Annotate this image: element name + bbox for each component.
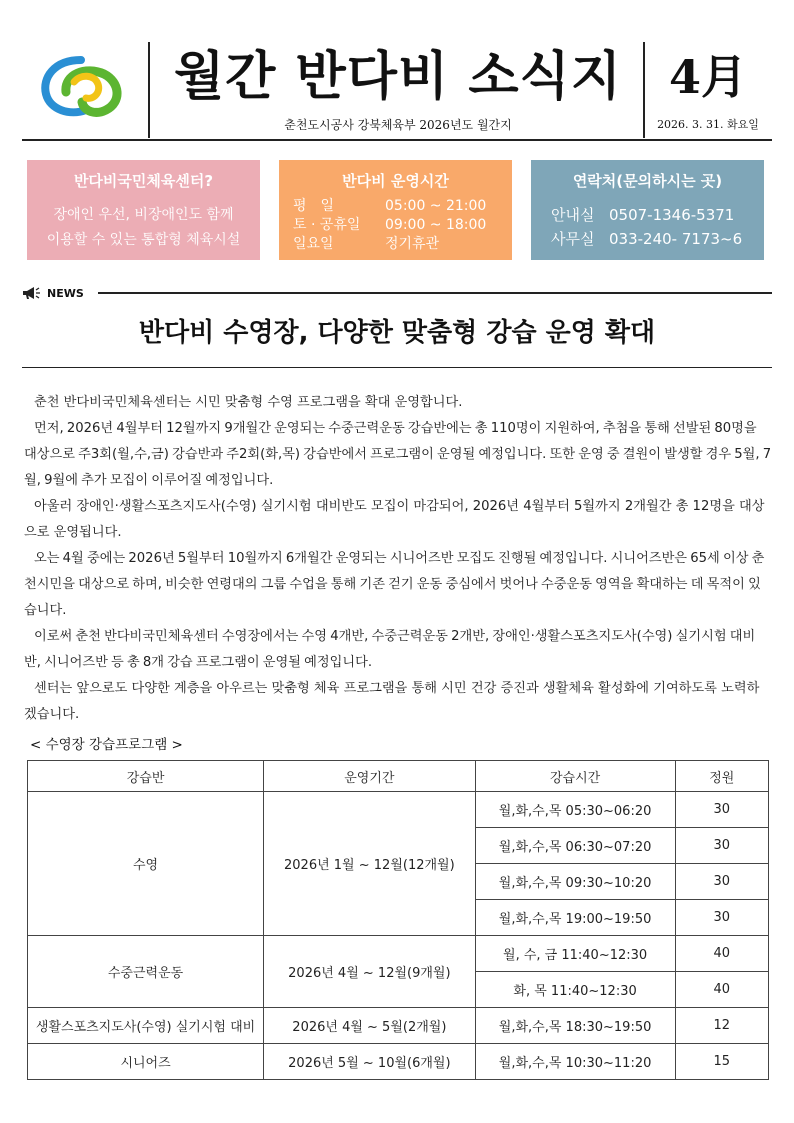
center-info-title: 반다비국민체육센터? bbox=[73, 172, 214, 190]
table-row bbox=[28, 1008, 769, 1044]
issue-month: 4月 bbox=[668, 50, 747, 104]
capacity-cell: 12 bbox=[675, 1008, 768, 1044]
contact-info-box bbox=[531, 160, 764, 260]
table-row bbox=[28, 1044, 769, 1080]
table-row bbox=[28, 792, 769, 828]
contact-phone: 0507-1346-5371 bbox=[609, 206, 735, 224]
hours-label: 평 일 bbox=[293, 198, 335, 214]
class-name-cell: 시니어즈 bbox=[28, 1044, 264, 1080]
hours-value: 정기휴관 bbox=[385, 236, 440, 252]
contact-row bbox=[551, 204, 734, 225]
class-name-cell: 수중근력운동 bbox=[28, 936, 264, 1008]
news-rule bbox=[98, 292, 772, 294]
newsletter-subtitle: 춘천도시공사 강북체육부 2026년도 월간지 bbox=[284, 118, 512, 132]
capacity-cell: 30 bbox=[675, 792, 768, 828]
center-info-line: 장애인 우선, 비장애인도 함께 bbox=[53, 207, 234, 223]
center-info-box bbox=[27, 160, 260, 260]
issue-date: 2026. 3. 31. 화요일 bbox=[657, 118, 759, 131]
news-label: NEWS bbox=[47, 287, 84, 300]
time-cell: 월,화,수,목 09:30~10:20 bbox=[475, 864, 675, 900]
time-cell: 월,화,수,목 10:30~11:20 bbox=[475, 1044, 675, 1080]
period-cell: 2026년 1월 ~ 12월(12개월) bbox=[264, 792, 475, 936]
article-paragraph: 아울러 장애인·생활스포츠지도사(수영) 실기시험 대비반도 모집이 마감되어, 2026년 4월부터 5월까지 2개월간 총 12명을 대상으로 운영됩니다. bbox=[24, 499, 765, 540]
period-cell: 2026년 5월 ~ 10월(6개월) bbox=[264, 1044, 475, 1080]
contact-label: 안내실 bbox=[551, 206, 595, 224]
contact-phone: 033-240- 7173~6 bbox=[609, 230, 743, 248]
hours-value: 09:00 ~ 18:00 bbox=[385, 217, 487, 233]
masthead-divider-right bbox=[643, 42, 645, 138]
center-info-line: 이용할 수 있는 통합형 체육시설 bbox=[46, 232, 241, 248]
table-row bbox=[28, 936, 769, 972]
class-name-cell: 수영 bbox=[28, 792, 264, 936]
news-headline: 반다비 수영장, 다양한 맞춤형 강습 운영 확대 bbox=[138, 318, 656, 348]
newsletter-title: 월간 반다비 소식지 bbox=[173, 47, 623, 107]
period-cell: 2026년 4월 ~ 5월(2개월) bbox=[264, 1008, 475, 1044]
hours-info-box bbox=[279, 160, 512, 260]
capacity-cell: 30 bbox=[675, 900, 768, 936]
hours-row bbox=[293, 233, 439, 253]
megaphone-icon bbox=[22, 286, 42, 300]
article-paragraph: 춘천 반다비국민체육센터는 시민 맞춤형 수영 프로그램을 확대 운영합니다. bbox=[34, 395, 463, 410]
table-caption: < 수영장 강습프로그램 > bbox=[30, 737, 183, 753]
period-cell: 2026년 4월 ~ 12월(9개월) bbox=[264, 936, 475, 1008]
capacity-cell: 30 bbox=[675, 828, 768, 864]
time-cell: 월,화,수,목 05:30~06:20 bbox=[475, 792, 675, 828]
masthead-rule bbox=[22, 139, 772, 141]
class-name-cell: 생활스포츠지도사(수영) 실기시험 대비 bbox=[28, 1008, 264, 1044]
capacity-cell: 30 bbox=[675, 864, 768, 900]
contact-info-title: 연락처(문의하시는 곳) bbox=[572, 172, 723, 190]
capacity-cell: 40 bbox=[675, 972, 768, 1008]
column-header: 운영기간 bbox=[264, 761, 475, 792]
masthead-divider-left bbox=[148, 42, 150, 138]
time-cell: 화, 목 11:40~12:30 bbox=[475, 972, 675, 1008]
article-paragraph: 오는 4월 중에는 2026년 5월부터 10월까지 6개월간 운영되는 시니어즈반 모집도 진행될 예정입니다. 시니어즈반은 65세 이상 춘천시민을 대상으로 하며, 비슷한 연령대의 그룹 수업을 통해 기존 걷기 운동 중심에서 벗어나 수중운동 영역을 확대하는 데 목적이 있습니다. bbox=[24, 551, 765, 618]
article-body bbox=[24, 390, 772, 728]
contact-row bbox=[551, 228, 742, 249]
column-header: 정원 bbox=[675, 761, 768, 792]
hours-info-title: 반다비 운영시간 bbox=[342, 172, 449, 190]
time-cell: 월, 수, 금 11:40~12:30 bbox=[475, 936, 675, 972]
article-paragraph: 먼저, 2026년 4월부터 12월까지 9개월간 운영되는 수중근력운동 강습반에는 총 110명이 지원하여, 추첨을 통해 선발된 80명을 대상으로 주3회(월,수,금) 강습반과 주2회(화,목) 강습반에서 프로그램이 운영될 예정입니다. 또한 운영 중 결원이 발생할 경우 5월, 7월, 9월에 추가 모집이 이루어질 예정입니다. bbox=[24, 421, 772, 488]
hours-label: 토 · 공휴일 bbox=[293, 217, 361, 233]
time-cell: 월,화,수,목 19:00~19:50 bbox=[475, 900, 675, 936]
hours-label: 일요일 bbox=[293, 236, 334, 252]
time-cell: 월,화,수,목 18:30~19:50 bbox=[475, 1008, 675, 1044]
time-cell: 월,화,수,목 06:30~07:20 bbox=[475, 828, 675, 864]
hours-row bbox=[293, 195, 486, 215]
hours-row bbox=[293, 214, 486, 234]
column-header: 강습시간 bbox=[475, 761, 675, 792]
capacity-cell: 15 bbox=[675, 1044, 768, 1080]
headline-rule bbox=[22, 367, 772, 368]
capacity-cell: 40 bbox=[675, 936, 768, 972]
article-paragraph: 이로써 춘천 반다비국민체육센터 수영장에서는 수영 4개반, 수중근력운동 2개반, 장애인·생활스포츠지도사(수영) 실기시험 대비반, 시니어즈반 등 총 8개 강습 프로그램이 운영될 예정입니다. bbox=[24, 629, 756, 670]
bandabi-logo bbox=[36, 52, 126, 118]
table-header-row bbox=[28, 761, 769, 792]
contact-label: 사무실 bbox=[551, 230, 595, 248]
program-table bbox=[27, 760, 769, 1080]
hours-value: 05:00 ~ 21:00 bbox=[385, 198, 487, 214]
article-paragraph: 센터는 앞으로도 다양한 계층을 아우르는 맞춤형 체육 프로그램을 통해 시민 건강 증진과 생활체육 활성화에 기여하도록 노력하겠습니다. bbox=[24, 681, 760, 722]
column-header: 강습반 bbox=[28, 761, 264, 792]
